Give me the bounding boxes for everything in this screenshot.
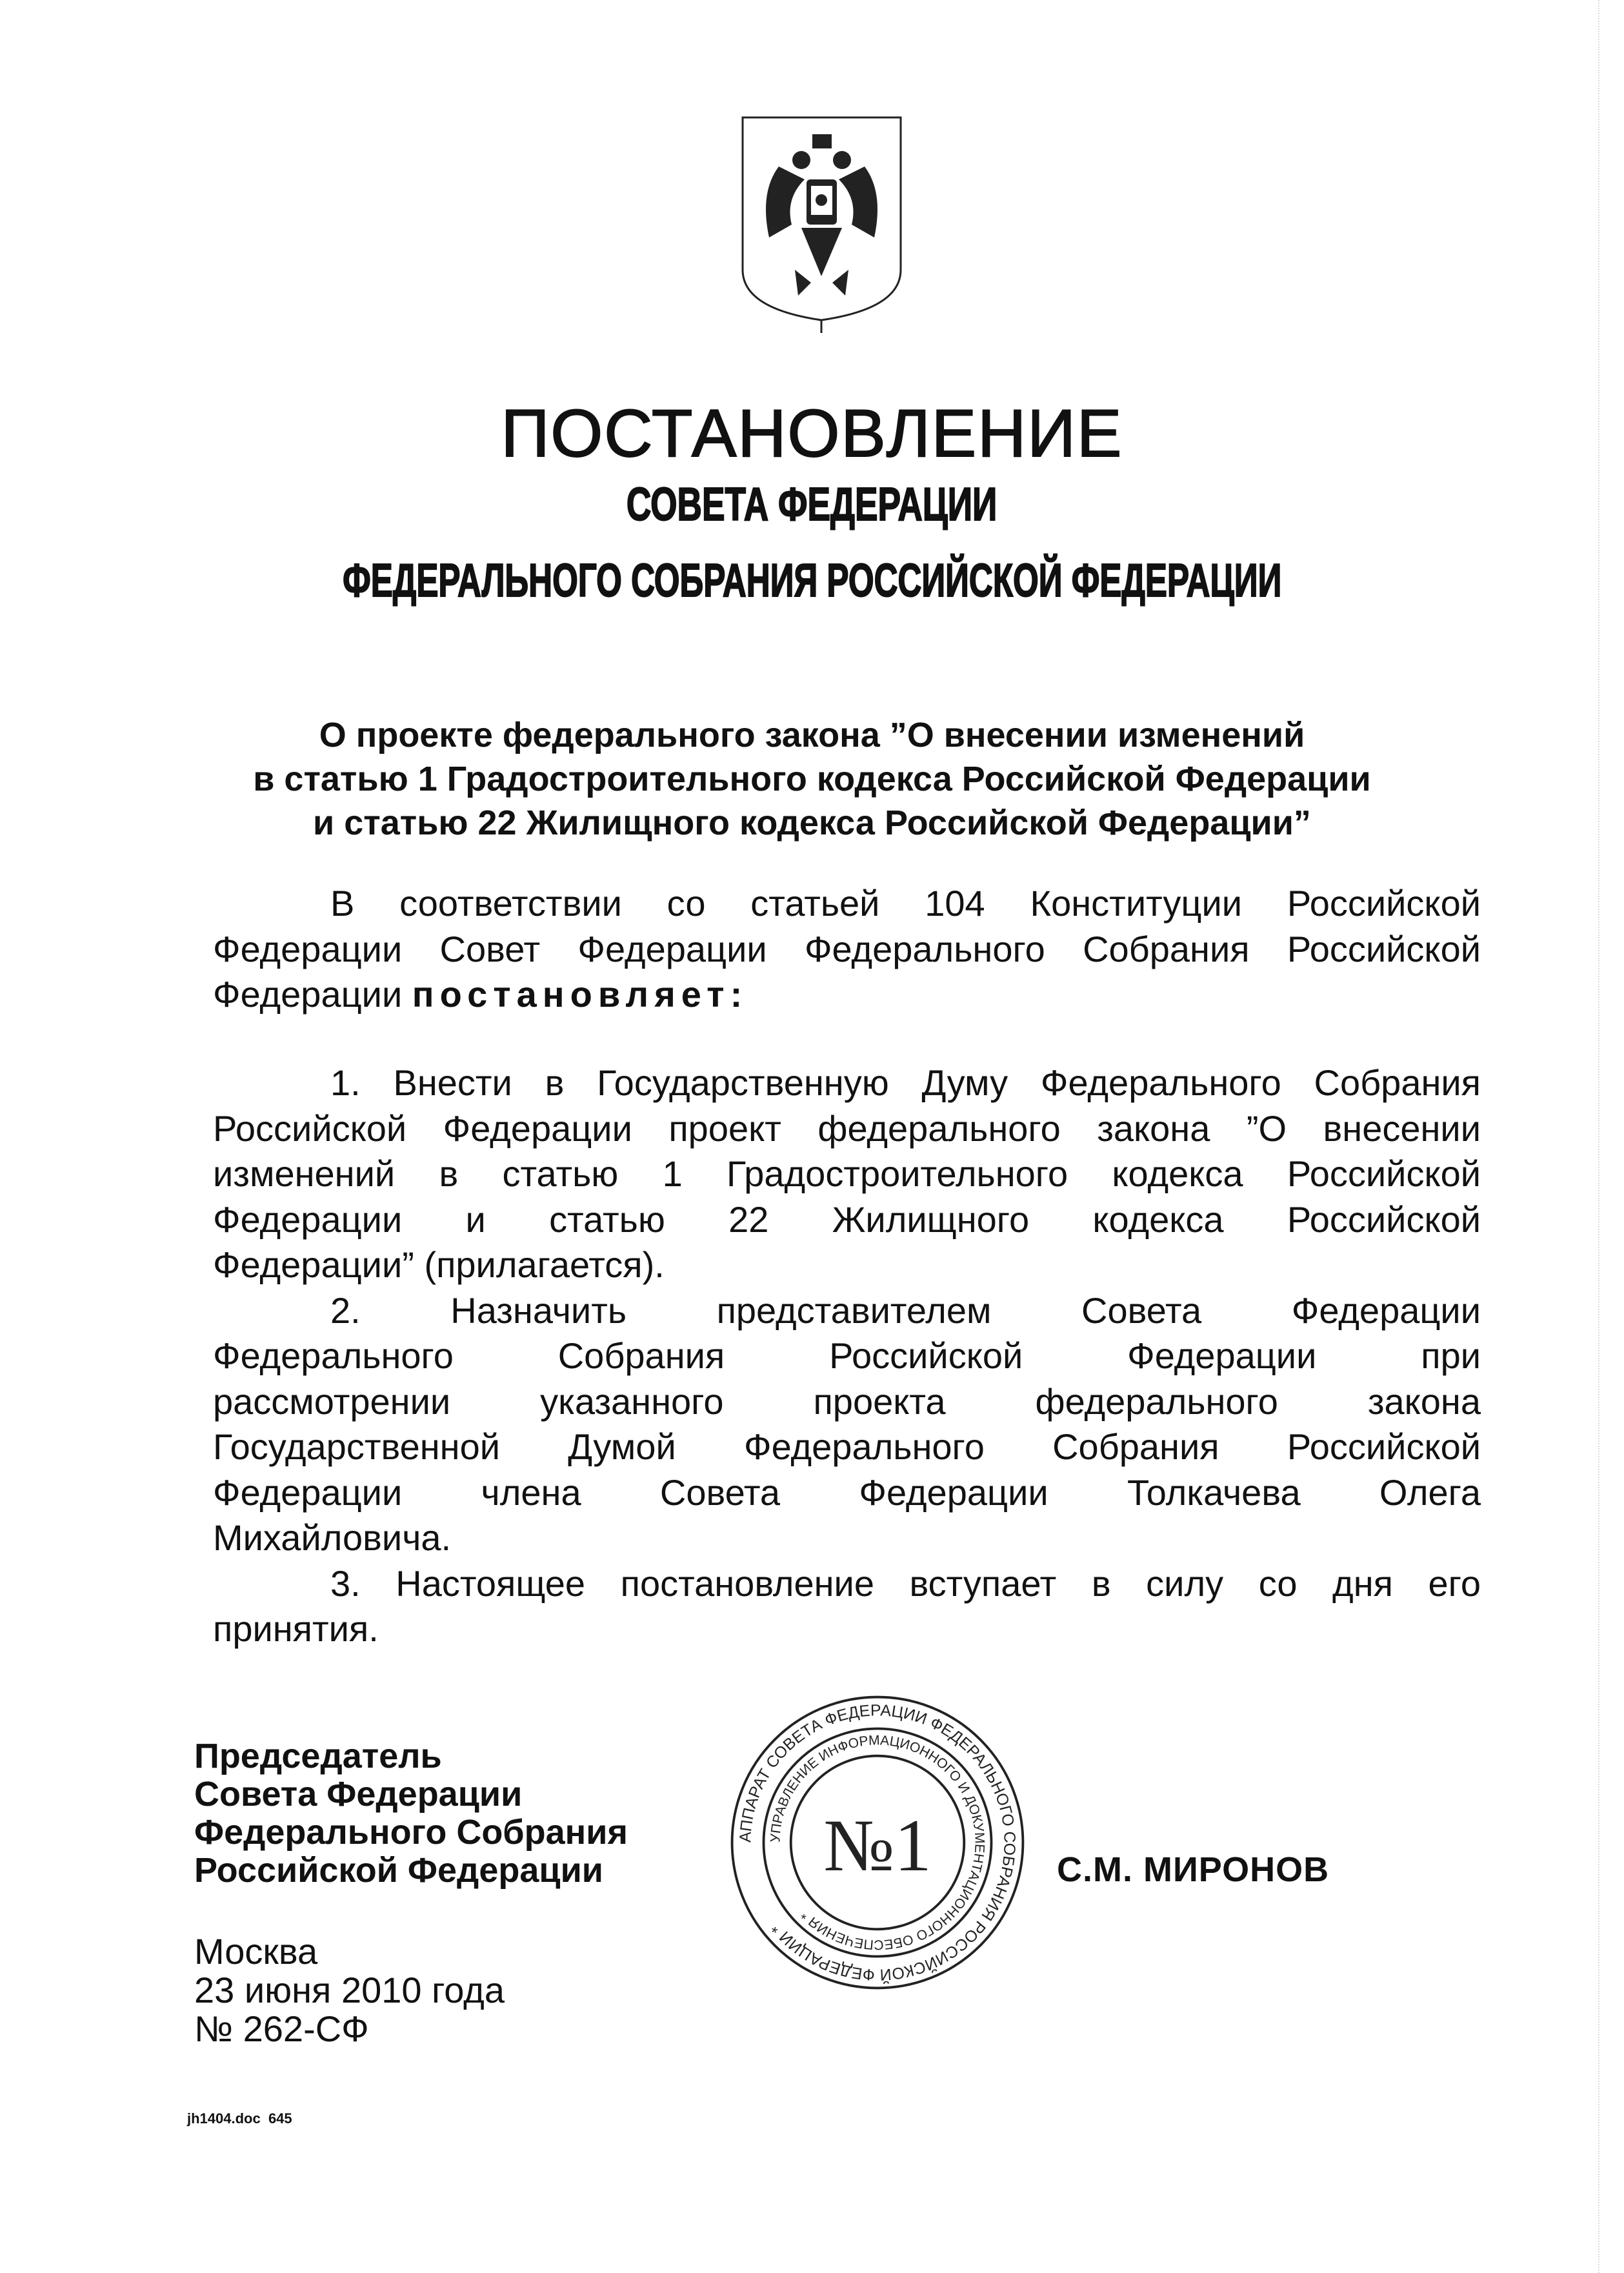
position-line: Совета Федерации: [194, 1775, 523, 1813]
place-and-date: [194, 1932, 505, 2048]
item-line: Федерации” (прилагается).: [213, 1244, 665, 1285]
stamp-outer-text: АППАРАТ СОВЕТА ФЕДЕРАЦИИ ФЕДЕРАЛЬНОГО СОБРАНИЯ РОССИЙСКОЙ ФЕДЕРАЦИИ *: [736, 1701, 1019, 1984]
item-line: Государственной Думой Федерального Собрания Российской: [213, 1426, 1481, 1467]
document-number: № 262-СФ: [194, 2008, 369, 2049]
preamble-paragraph: [213, 881, 1481, 1018]
item-line: 1. Внести в Государственную Думу Федерального Собрания: [330, 1062, 1481, 1103]
preamble-line: [213, 972, 1481, 1018]
position-line: Российской Федерации: [194, 1851, 603, 1890]
subject-line: О проекте федерального закона ”О внесении изменений: [319, 716, 1305, 754]
scan-margin-noise: [1598, 0, 1605, 2273]
subject-line: в статью 1 Градостроительного кодекса Российской Федерации: [253, 760, 1371, 798]
resolution-items: [213, 1060, 1481, 1652]
stamp-number: №1: [823, 1804, 932, 1887]
item-line: Михайловича.: [213, 1517, 452, 1558]
preamble-line: В соответствии со статьей 104 Конституции Российской: [330, 883, 1481, 924]
issuer-text-1: СОВЕТА ФЕДЕРАЦИИ: [627, 479, 997, 530]
coat-of-arms-emblem: [740, 115, 903, 334]
date: 23 июня 2010 года: [194, 1970, 505, 2010]
item-line: рассмотрении указанного проекта федерального закона: [213, 1380, 1481, 1422]
document-type-title: ПОСТАНОВЛЕНИЕ: [501, 396, 1123, 471]
item-line: Федерального Собрания Российской Федерации при: [213, 1335, 1481, 1376]
issuer-line-1: [0, 478, 1624, 532]
item-line: Федерации и статью 22 Жилищного кодекса Российской: [213, 1198, 1481, 1240]
resolution-item: [213, 1288, 1481, 1561]
file-reference: jh1404.doc 645: [187, 2110, 292, 2127]
resolution-item: [213, 1060, 1481, 1288]
stamp-inner-text: УПРАВЛЕНИЕ ИНФОРМАЦИОННОГО И ДОКУМЕНТАЦИОННОГО ОБЕСПЕЧЕНИЯ *: [768, 1733, 987, 1952]
item-line: изменений в статью 1 Градостроительного кодекса Российской: [213, 1153, 1481, 1194]
document-subject: [0, 713, 1624, 845]
item-line: Российской Федерации проект федерального закона ”О внесении: [213, 1107, 1481, 1149]
subject-line: и статью 22 Жилищного кодекса Российской Федерации”: [313, 803, 1311, 842]
city: Москва: [194, 1931, 318, 1972]
resolution-item: [213, 1561, 1481, 1652]
position-line: Федерального Собрания: [194, 1813, 628, 1852]
preamble-line-text: Федерации: [213, 974, 403, 1015]
position-line: Председатель: [194, 1737, 442, 1775]
item-line: Федерации члена Совета Федерации Толкачева Олега: [213, 1471, 1481, 1513]
signer-name: С.М. МИРОНОВ: [1057, 1850, 1330, 1889]
signature-position: [194, 1737, 628, 1890]
issuer-text-2: ФЕДЕРАЛЬНОГО СОБРАНИЯ РОССИЙСКОЙ ФЕДЕРАЦИИ: [342, 555, 1282, 607]
resolves-word: постановляет:: [412, 974, 748, 1015]
issuer-line-2: [0, 554, 1624, 608]
item-line: принятия.: [213, 1608, 379, 1649]
preamble-line: Федерации Совет Федерации Федерального Собрания Российской: [213, 928, 1481, 969]
official-stamp: [726, 1691, 1029, 1994]
item-line: 3. Настоящее постановление вступает в силу со дня его: [330, 1562, 1481, 1604]
item-line: 2. Назначить представителем Совета Федерации: [330, 1289, 1481, 1331]
